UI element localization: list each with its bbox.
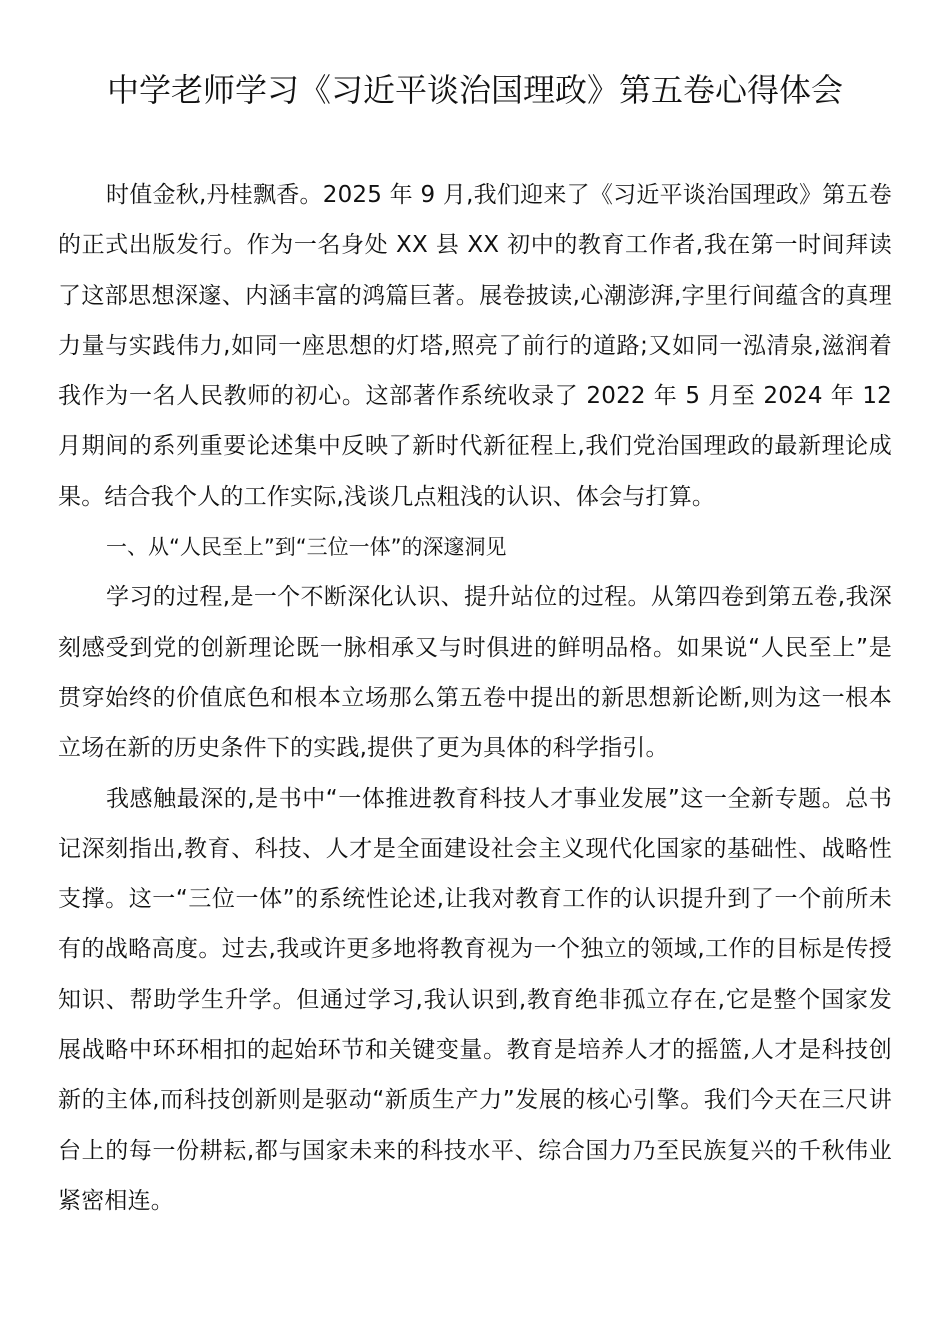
document-page [58, 62, 892, 1226]
document-title: 中学老师学习《习近平谈治国理政》第五卷心得体会 [106, 71, 843, 109]
section-1-paragraph-1: 学习的过程,是一个不断深化认识、提升站位的过程。从第四卷到第五卷,我深刻感受到党的创新理论既一脉相承又与时俱进的鲜明品格。如果说“人民至上”是贯穿始终的价值底色和根本立场那么第五卷中提出的新思想新论断,则为这一根本立场在新的历史条件下的实践,提供了更为具体的科学指引。 [58, 584, 892, 762]
intro-paragraph: 时值金秋,丹桂飘香。2025 年 9 月,我们迎来了《习近平谈治国理政》第五卷的正式出版发行。作为一名身处 XX 县 XX 初中的教育工作者,我在第一时间拜读了这部思想深邃、内涵丰富的鸿篇巨著。展卷披读,心潮澎湃,字里行间蕴含的真理力量与实践伟力,如同一座思想的灯塔,照亮了前行的道路;又如同一泓清泉,滋润着我作为一名人民教师的初心。这部著作系统收录了 2022 年 5 月至 2024 年 12 月期间的系列重要论述集中反映了新时代新征程上,我们党治国理政的最新理论成果。结合我个人的工作实际,浅谈几点粗浅的认识、体会与打算。 [58, 182, 892, 510]
section-heading-1: 一、从“人民至上”到“三位一体”的深邃洞见 [106, 535, 507, 560]
section-1-paragraph-2: 我感触最深的,是书中“一体推进教育科技人才事业发展”这一全新专题。总书记深刻指出,教育、科技、人才是全面建设社会主义现代化国家的基础性、战略性支撑。这一“三位一体”的系统性论述,让我对教育工作的认识提升到了一个前所未有的战略高度。过去,我或许更多地将教育视为一个独立的领域,工作的目标是传授知识、帮助学生升学。但通过学习,我认识到,教育绝非孤立存在,它是整个国家发展战略中环环相扣的起始环节和关键变量。教育是培养人才的摇篮,人才是科技创新的主体,而科技创新则是驱动“新质生产力”发展的核心引擎。我们今天在三尺讲台上的每一份耕耘,都与国家未来的科技水平、综合国力乃至民族复兴的千秋伟业紧密相连。 [58, 785, 892, 1214]
